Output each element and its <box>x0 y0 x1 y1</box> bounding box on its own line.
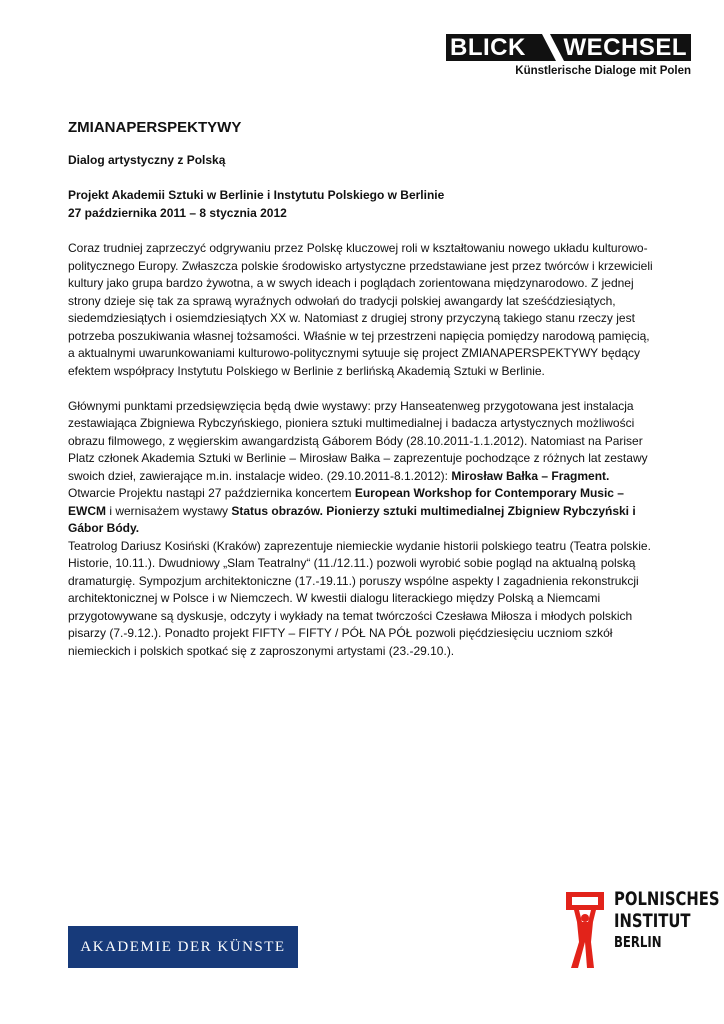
paragraph-exhibitions-bold: Mirosław Bałka – Fragment. <box>451 468 610 483</box>
polnisches-institut-logo <box>560 888 720 974</box>
document-subtitle: Dialog artystyczny z Polską <box>68 153 226 167</box>
polnisches-institut-wordmark <box>614 888 720 952</box>
pi-line-polnisches: POLNISCHES <box>614 888 720 910</box>
person-holding-frame-icon <box>560 890 608 970</box>
paragraph-exhibitions-text: Głównymi punktami przedsięwzięcia będą dwie wystawy: przy Hanseatenweg przygotowana jest instalacja zestawiająca Zbigniewa Rybczyńskiego, pioniera sztuki multimedialnej i badacza artystycznych możliwości obrazu filmowego, z węgierskim awangardzistą Gáborem Bódy (28.10.2011-1.1.2012). Natomiast na Pariser Platz członek Akademia Sztuki w Berlinie – Mirosław Bałka – zaprezentuje pochodzące z różnych lat zestawy swoich dzieł, zawierające m.in. instalacje wideo. (29.10.2011-8.1.2012): <box>68 398 648 483</box>
pi-line-institut: INSTITUT <box>614 910 691 932</box>
project-dates: 27 października 2011 – 8 stycznia 2012 <box>68 206 287 220</box>
logo-word-blick: BLICK <box>450 34 526 61</box>
document-body <box>68 118 658 660</box>
paragraph-opening <box>68 485 658 538</box>
project-line: Projekt Akademii Sztuki w Berlinie i Instytutu Polskiego w Berlinie <box>68 188 445 202</box>
opening-text-a: Otwarcie Projektu nastąpi 27 października koncertem <box>68 486 355 500</box>
akademie-der-kunste-logo: AKADEMIE DER KÜNSTE <box>68 926 298 968</box>
opening-text-c: i wernisażem wystawy <box>106 503 232 518</box>
paragraph-exhibitions <box>68 398 658 486</box>
logo-tagline: Künstlerische Dialoge mit Polen <box>515 65 691 77</box>
project-info <box>68 186 658 222</box>
logo-word-wechsel: WECHSEL <box>563 34 687 61</box>
blickwechsel-logo-bar <box>446 34 691 61</box>
paragraph-program: Teatrolog Dariusz Kosiński (Kraków) zaprezentuje niemieckie wydanie historii polskiego teatru (Teatra polskie. Historie, 10.11.). Dwudniowy „Slam Teatralny“ (11./12.11.) pozwoli wyrobić sobie pogląd na aktualną polską dramaturgię. Sympozjum architektoniczne (17.-19.11.) poruszy wspólne aspekty I zagadnienia rekonstrukcji architektonicznej w Polsce i w Niemczech. W kwestii dialogu literackiego między Polską a Niemcami przygotowywane są dyskusje, odczyty i wykłady na temat twórczości Czesława Miłosza i młodych polskich pisarzy (7.-9.12.). Ponadto projekt FIFTY – FIFTY / PÓŁ NA PÓŁ pozwoli pięćdziesięciu uczniom szkół niemieckich i polskich spotkać się z zaproszonymi artystami (23.-29.10.). <box>68 538 651 658</box>
document-title: ZMIANAPERSPEKTYWY <box>68 119 242 136</box>
paragraph-intro: Coraz trudniej zaprzeczyć odgrywaniu przez Polskę kluczowej roli w kształtowaniu nowego układu kulturowo-politycznego Europy. Zwłaszcza polskie środowisko artystyczne przedstawiane jest przez twórców i krzewicieli kultury jako grupa bardzo żywotna, a w swych ideach i poglądach zorientowana międzynarodowo. Z jednej strony dzieje się tak za sprawą wyraźnych odwołań do tradycji polskiej awangardy lat sześćdziesiątych, siedemdziesiątych i osiemdziesiątych XX w. Natomiast z drugiej strony przyczyną takiego stanu rzeczy jest potrzeba poszukiwania własnej tożsamości. Właśnie w tej przestrzeni napięcia pomiędzy narodową pamięcią, a aktualnymi uwarunkowaniami kulturowo-politycznymi sytuuje się project ZMIANAPERSPEKTYWY będący efektem współpracy Instytutu Polskiego w Berlinie z berlińską Akademią Sztuki w Berlinie. <box>68 241 653 378</box>
slash-mark-icon <box>542 34 564 61</box>
blickwechsel-logo <box>446 34 691 82</box>
opening-exhibition-name: Status obrazów. Pionierzy sztuki multimedialnej Zbigniew Rybczyński i Gábor Bódy. <box>68 503 636 535</box>
opening-concert-name: European Workshop for Contemporary Music – EWCM <box>68 486 624 518</box>
pi-line-berlin: BERLIN <box>614 933 662 951</box>
